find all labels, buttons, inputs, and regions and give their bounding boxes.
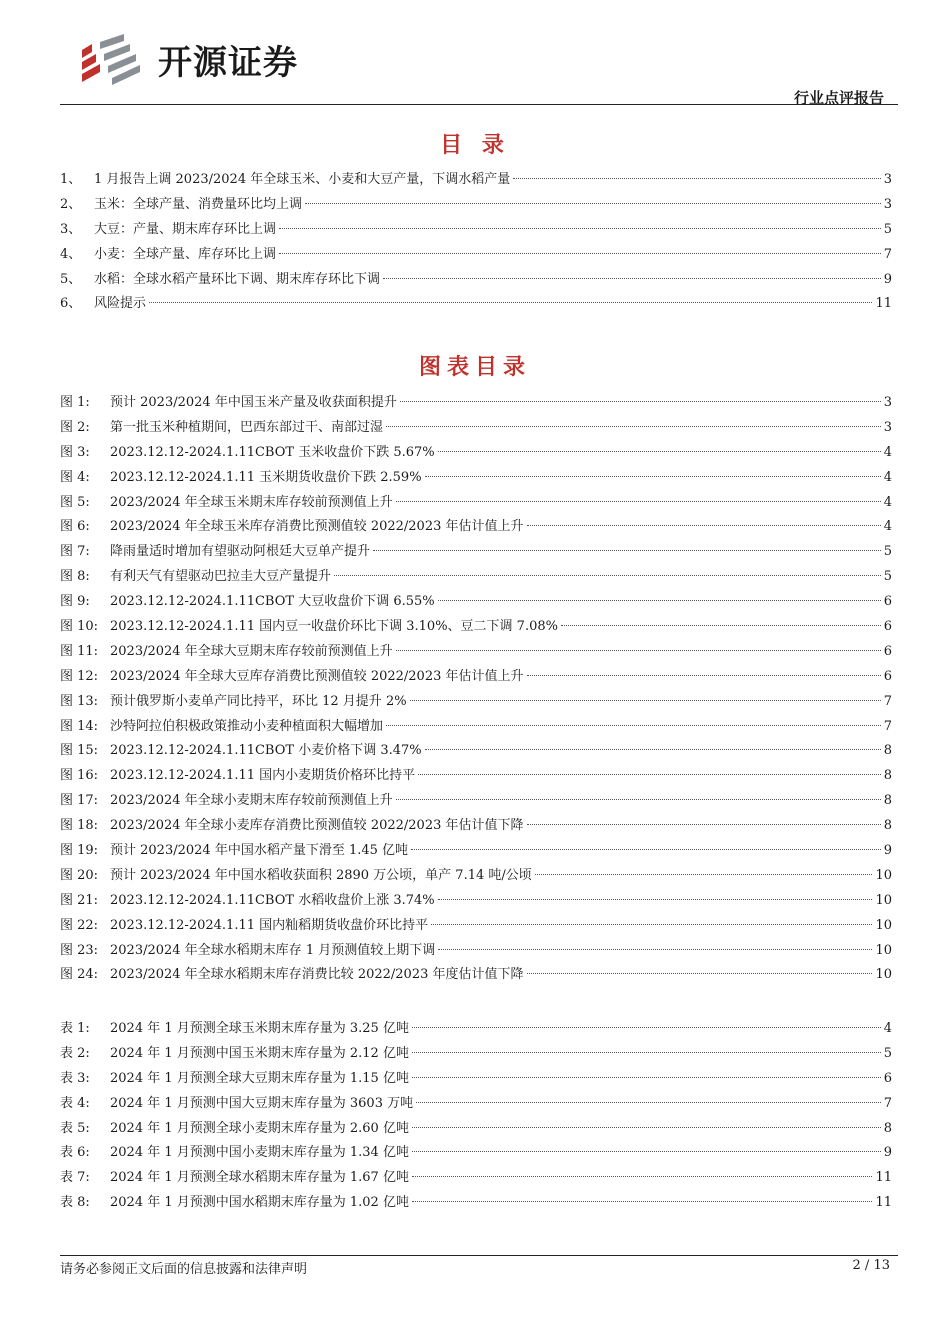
- toc-entry-label: 大豆：产量、期末库存环比上调: [94, 221, 277, 237]
- toc-entry-label: 预计 2023/2024 年中国水稻收获面积 2890 万公顷，单产 7.14 吨/公顷: [110, 867, 532, 883]
- toc-entry-label: 预计俄罗斯小麦单产同比持平，环比 12 月提升 2%: [110, 693, 407, 709]
- toc-entry-page: 4: [883, 519, 892, 535]
- brand-logo-icon: [78, 32, 156, 86]
- toc-leader-dots: [527, 824, 881, 825]
- toc-entry-number: 图 7:: [60, 544, 90, 560]
- toc-leader-dots: [396, 799, 881, 800]
- toc-leader-dots: [411, 849, 881, 850]
- toc-entry-page: 11: [875, 296, 892, 312]
- toc-leader-dots: [373, 550, 881, 551]
- contents-title: 目 录: [440, 133, 510, 158]
- toc-leader-dots: [431, 924, 872, 925]
- figure-entry[interactable]: [60, 963, 892, 988]
- toc-entry-label: 2023/2024 年全球小麦期末库存较前预测值上升: [110, 793, 393, 809]
- toc-leader-dots: [412, 1027, 881, 1028]
- toc-leader-dots: [396, 650, 881, 651]
- figure-entry[interactable]: [60, 789, 892, 814]
- report-type: 行业点评报告: [793, 89, 884, 107]
- toc-entry-page: 4: [883, 469, 892, 485]
- toc-entry-label: 2023/2024 年全球小麦库存消费比预测值较 2022/2023 年估计值下降: [110, 818, 524, 834]
- toc-entry-label: 第一批玉米种植期间，巴西东部过干、南部过湿: [110, 419, 384, 435]
- tables-list: [60, 1017, 892, 1216]
- toc-entry-number: 图 12:: [60, 668, 99, 684]
- figure-entry[interactable]: [60, 540, 892, 565]
- toc-entry-page: 6: [883, 643, 892, 659]
- toc-entry-page: 6: [883, 1070, 892, 1086]
- toc-entry-label: 水稻：全球水稻产量环比下调、期末库存环比下调: [94, 271, 381, 287]
- table-entry[interactable]: [60, 1042, 892, 1067]
- toc-leader-dots: [279, 228, 881, 229]
- toc-entry-number: 表 7:: [60, 1170, 90, 1186]
- toc-entry-number: 表 1:: [60, 1021, 90, 1036]
- toc-entry-page: 9: [883, 1145, 892, 1161]
- toc-entry-page: 6: [883, 619, 892, 635]
- toc-entry-page: 10: [875, 917, 892, 933]
- toc-entry-page: 5: [883, 221, 892, 237]
- toc-leader-dots: [425, 749, 881, 750]
- toc-entry-page: 8: [883, 743, 892, 759]
- toc-leader-dots: [561, 625, 881, 626]
- toc-entry-number: 表 5:: [60, 1120, 90, 1136]
- toc-entry-page: 9: [883, 271, 892, 287]
- contents-entry[interactable]: [60, 268, 892, 293]
- figures-title: 图表目录: [418, 355, 531, 380]
- toc-entry-page: 7: [883, 718, 892, 734]
- toc-entry-number: 1、: [60, 172, 82, 187]
- table-entry[interactable]: [60, 1067, 892, 1092]
- table-entry[interactable]: [60, 1141, 892, 1166]
- toc-entry-label: 2023.12.12-2024.1.11CBOT 大豆收盘价下调 6.55%: [110, 594, 435, 610]
- toc-entry-label: 2023.12.12-2024.1.11 国内小麦期货价格环比持平: [110, 768, 416, 784]
- toc-entry-label: 2023.12.12-2024.1.11CBOT 小麦价格下调 3.47%: [110, 743, 422, 759]
- toc-entry-label: 2024 年 1 月预测全球小麦期末库存量为 2.60 亿吨: [110, 1120, 409, 1136]
- figure-entry[interactable]: [60, 565, 892, 590]
- figures-list: [60, 391, 892, 988]
- toc-entry-number: 图 20:: [60, 867, 99, 883]
- contents-entry[interactable]: [60, 193, 892, 218]
- toc-entry-number: 图 18:: [60, 818, 99, 834]
- toc-entry-number: 图 15:: [60, 743, 99, 759]
- figure-entry[interactable]: [60, 839, 892, 864]
- toc-entry-page: 11: [875, 1170, 892, 1186]
- toc-entry-number: 表 2:: [60, 1045, 90, 1061]
- toc-entry-number: 2、: [60, 196, 82, 212]
- toc-entry-page: 4: [883, 444, 892, 460]
- toc-entry-page: 11: [875, 1195, 892, 1211]
- toc-entry-label: 2024 年 1 月预测中国玉米期末库存量为 2.12 亿吨: [110, 1045, 409, 1061]
- toc-leader-dots: [416, 1102, 881, 1103]
- toc-entry-label: 有利天气有望驱动巴拉圭大豆产量提升: [110, 569, 332, 585]
- toc-entry-label: 2023.12.12-2024.1.11CBOT 水稻收盘价上涨 3.74%: [110, 892, 435, 908]
- toc-entry-label: 预计 2023/2024 年中国玉米产量及收获面积提升: [110, 395, 397, 410]
- toc-leader-dots: [412, 1052, 881, 1053]
- toc-entry-number: 图 8:: [60, 569, 90, 585]
- toc-entry-page: 5: [883, 1045, 892, 1061]
- figure-entry[interactable]: [60, 814, 892, 839]
- figure-entry[interactable]: [60, 739, 892, 764]
- toc-entry-label: 风险提示: [94, 296, 147, 312]
- toc-entry-label: 2024 年 1 月预测中国小麦期末库存量为 1.34 亿吨: [110, 1145, 409, 1161]
- toc-entry-page: 8: [883, 818, 892, 834]
- figure-entry[interactable]: [60, 515, 892, 540]
- toc-entry-number: 图 2:: [60, 419, 90, 435]
- toc-entry-label: 玉米：全球产量、消费量环比均上调: [94, 196, 303, 212]
- toc-entry-number: 图 14:: [60, 718, 99, 734]
- figure-entry[interactable]: [60, 939, 892, 964]
- toc-entry-number: 5、: [60, 271, 82, 287]
- toc-leader-dots: [149, 302, 872, 303]
- toc-entry-label: 2023/2024 年全球大豆库存消费比预测值较 2022/2023 年估计值上升: [110, 668, 524, 684]
- toc-leader-dots: [412, 1127, 881, 1128]
- contents-entry[interactable]: [60, 168, 892, 193]
- toc-entry-page: 8: [883, 1120, 892, 1136]
- toc-entry-number: 图 23:: [60, 942, 99, 958]
- toc-leader-dots: [535, 874, 873, 875]
- toc-entry-page: 7: [883, 1095, 892, 1111]
- toc-leader-dots: [513, 178, 881, 179]
- toc-entry-number: 表 3:: [60, 1070, 90, 1086]
- toc-entry-number: 图 4:: [60, 469, 90, 485]
- toc-entry-label: 2023.12.12-2024.1.11 玉米期货收盘价下跌 2.59%: [110, 469, 422, 485]
- toc-leader-dots: [438, 949, 872, 950]
- toc-leader-dots: [438, 899, 873, 900]
- toc-entry-number: 6、: [60, 296, 82, 312]
- toc-entry-label: 2023/2024 年全球大豆期末库存较前预测值上升: [110, 643, 393, 659]
- toc-entry-page: 10: [875, 942, 892, 958]
- toc-entry-page: 3: [883, 196, 892, 212]
- toc-entry-page: 3: [883, 395, 892, 410]
- contents-entry[interactable]: [60, 292, 892, 317]
- figure-entry[interactable]: [60, 466, 892, 491]
- toc-entry-number: 4、: [60, 246, 82, 262]
- toc-entry-label: 2024 年 1 月预测中国水稻期末库存量为 1.02 亿吨: [110, 1195, 409, 1211]
- toc-leader-dots: [412, 1176, 872, 1177]
- figure-entry[interactable]: [60, 640, 892, 665]
- toc-entry-number: 图 1:: [60, 395, 90, 410]
- toc-entry-label: 2023.12.12-2024.1.11CBOT 玉米收盘价下跌 5.67%: [110, 444, 435, 460]
- toc-leader-dots: [412, 1151, 881, 1152]
- toc-entry-number: 图 9:: [60, 594, 90, 610]
- toc-entry-page: 3: [883, 419, 892, 435]
- toc-entry-label: 2023/2024 年全球水稻期末库存 1 月预测值较上期下调: [110, 942, 436, 958]
- toc-entry-number: 图 10:: [60, 619, 99, 635]
- table-entry[interactable]: [60, 1017, 892, 1042]
- toc-entry-page: 9: [883, 843, 892, 859]
- toc-entry-label: 2023.12.12-2024.1.11 国内豆一收盘价环比下调 3.10%、豆二下调 7.08%: [110, 619, 558, 635]
- toc-entry-label: 1 月报告上调 2023/2024 年全球玉米、小麦和大豆产量，下调水稻产量: [94, 172, 511, 187]
- toc-entry-number: 图 5:: [60, 494, 90, 510]
- figure-entry[interactable]: [60, 590, 892, 615]
- toc-entry-page: 10: [875, 967, 892, 983]
- toc-entry-label: 2024 年 1 月预测全球玉米期末库存量为 3.25 亿吨: [110, 1021, 409, 1036]
- toc-leader-dots: [396, 501, 881, 502]
- toc-entry-number: 图 13:: [60, 693, 99, 709]
- toc-leader-dots: [334, 575, 881, 576]
- toc-entry-label: 降雨量适时增加有望驱动阿根廷大豆单产提升: [110, 544, 371, 560]
- table-entry[interactable]: [60, 1092, 892, 1117]
- toc-entry-label: 2023/2024 年全球水稻期末库存消费比较 2022/2023 年度估计值下降: [110, 967, 524, 983]
- toc-entry-label: 预计 2023/2024 年中国水稻产量下滑至 1.45 亿吨: [110, 843, 409, 859]
- figure-entry[interactable]: [60, 914, 892, 939]
- toc-entry-number: 图 21:: [60, 892, 99, 908]
- figure-entry[interactable]: [60, 416, 892, 441]
- toc-entry-page: 4: [883, 1021, 892, 1036]
- contents-entry[interactable]: [60, 218, 892, 243]
- toc-entry-page: 5: [883, 544, 892, 560]
- toc-entry-label: 2023.12.12-2024.1.11 国内籼稻期货收盘价环比持平: [110, 917, 429, 933]
- toc-leader-dots: [279, 253, 881, 254]
- toc-entry-page: 3: [883, 172, 892, 187]
- toc-entry-number: 图 3:: [60, 444, 90, 460]
- figure-entry[interactable]: [60, 764, 892, 789]
- toc-leader-dots: [527, 525, 881, 526]
- toc-entry-page: 10: [875, 867, 892, 883]
- toc-entry-number: 表 6:: [60, 1145, 90, 1161]
- toc-entry-number: 图 24:: [60, 967, 99, 983]
- toc-entry-page: 8: [883, 793, 892, 809]
- company-logo: [78, 30, 298, 88]
- toc-entry-label: 2023/2024 年全球玉米期末库存较前预测值上升: [110, 494, 393, 510]
- toc-leader-dots: [527, 675, 881, 676]
- footer-divider: [60, 1255, 898, 1256]
- toc-entry-number: 图 22:: [60, 917, 99, 933]
- toc-leader-dots: [410, 700, 881, 701]
- toc-entry-label: 小麦：全球产量、库存环比上调: [94, 246, 277, 262]
- toc-entry-number: 图 17:: [60, 793, 99, 809]
- figure-entry[interactable]: [60, 715, 892, 740]
- contents-list: [60, 168, 892, 317]
- toc-leader-dots: [425, 476, 881, 477]
- toc-entry-page: 6: [883, 668, 892, 684]
- toc-entry-page: 7: [883, 693, 892, 709]
- toc-entry-label: 2024 年 1 月预测中国大豆期末库存量为 3603 万吨: [110, 1095, 414, 1111]
- table-entry[interactable]: [60, 1117, 892, 1142]
- toc-leader-dots: [418, 774, 881, 775]
- toc-entry-label: 2024 年 1 月预测全球水稻期末库存量为 1.67 亿吨: [110, 1170, 409, 1186]
- toc-entry-page: 8: [883, 768, 892, 784]
- toc-entry-number: 表 8:: [60, 1195, 90, 1211]
- toc-leader-dots: [400, 401, 881, 402]
- toc-entry-page: 7: [883, 246, 892, 262]
- toc-leader-dots: [527, 973, 873, 974]
- contents-entry[interactable]: [60, 243, 892, 268]
- figure-entry[interactable]: [60, 690, 892, 715]
- brand-name: 开源证券: [158, 42, 298, 83]
- table-entry[interactable]: [60, 1191, 892, 1216]
- figure-entry[interactable]: [60, 615, 892, 640]
- figure-entry[interactable]: [60, 441, 892, 466]
- toc-leader-dots: [412, 1077, 881, 1078]
- toc-leader-dots: [438, 451, 881, 452]
- table-entry[interactable]: [60, 1166, 892, 1191]
- toc-entry-page: 4: [883, 494, 892, 510]
- page-number: 2 / 13: [852, 1258, 890, 1273]
- toc-leader-dots: [412, 1201, 872, 1202]
- figure-entry[interactable]: [60, 889, 892, 914]
- toc-leader-dots: [438, 600, 881, 601]
- toc-entry-number: 图 11:: [60, 643, 99, 659]
- toc-leader-dots: [305, 203, 881, 204]
- toc-entry-number: 图 16:: [60, 768, 99, 784]
- figure-entry[interactable]: [60, 665, 892, 690]
- figure-entry[interactable]: [60, 491, 892, 516]
- toc-leader-dots: [386, 426, 881, 427]
- toc-entry-number: 3、: [60, 221, 82, 237]
- toc-entry-number: 图 19:: [60, 843, 99, 859]
- toc-entry-label: 沙特阿拉伯积极政策推动小麦种植面积大幅增加: [110, 718, 384, 734]
- figure-entry[interactable]: [60, 391, 892, 416]
- toc-entry-page: 5: [883, 569, 892, 585]
- toc-leader-dots: [386, 725, 881, 726]
- footer-disclaimer: 请务必参阅正文后面的信息披露和法律声明: [60, 1262, 308, 1277]
- toc-entry-number: 表 4:: [60, 1095, 90, 1111]
- toc-entry-label: 2024 年 1 月预测全球大豆期末库存量为 1.15 亿吨: [110, 1070, 409, 1086]
- toc-entry-label: 2023/2024 年全球玉米库存消费比预测值较 2022/2023 年估计值上升: [110, 519, 524, 535]
- header-divider: [60, 104, 898, 105]
- figure-entry[interactable]: [60, 864, 892, 889]
- toc-entry-page: 10: [875, 892, 892, 908]
- toc-entry-number: 图 6:: [60, 519, 90, 535]
- toc-leader-dots: [383, 278, 881, 279]
- toc-entry-page: 6: [883, 594, 892, 610]
